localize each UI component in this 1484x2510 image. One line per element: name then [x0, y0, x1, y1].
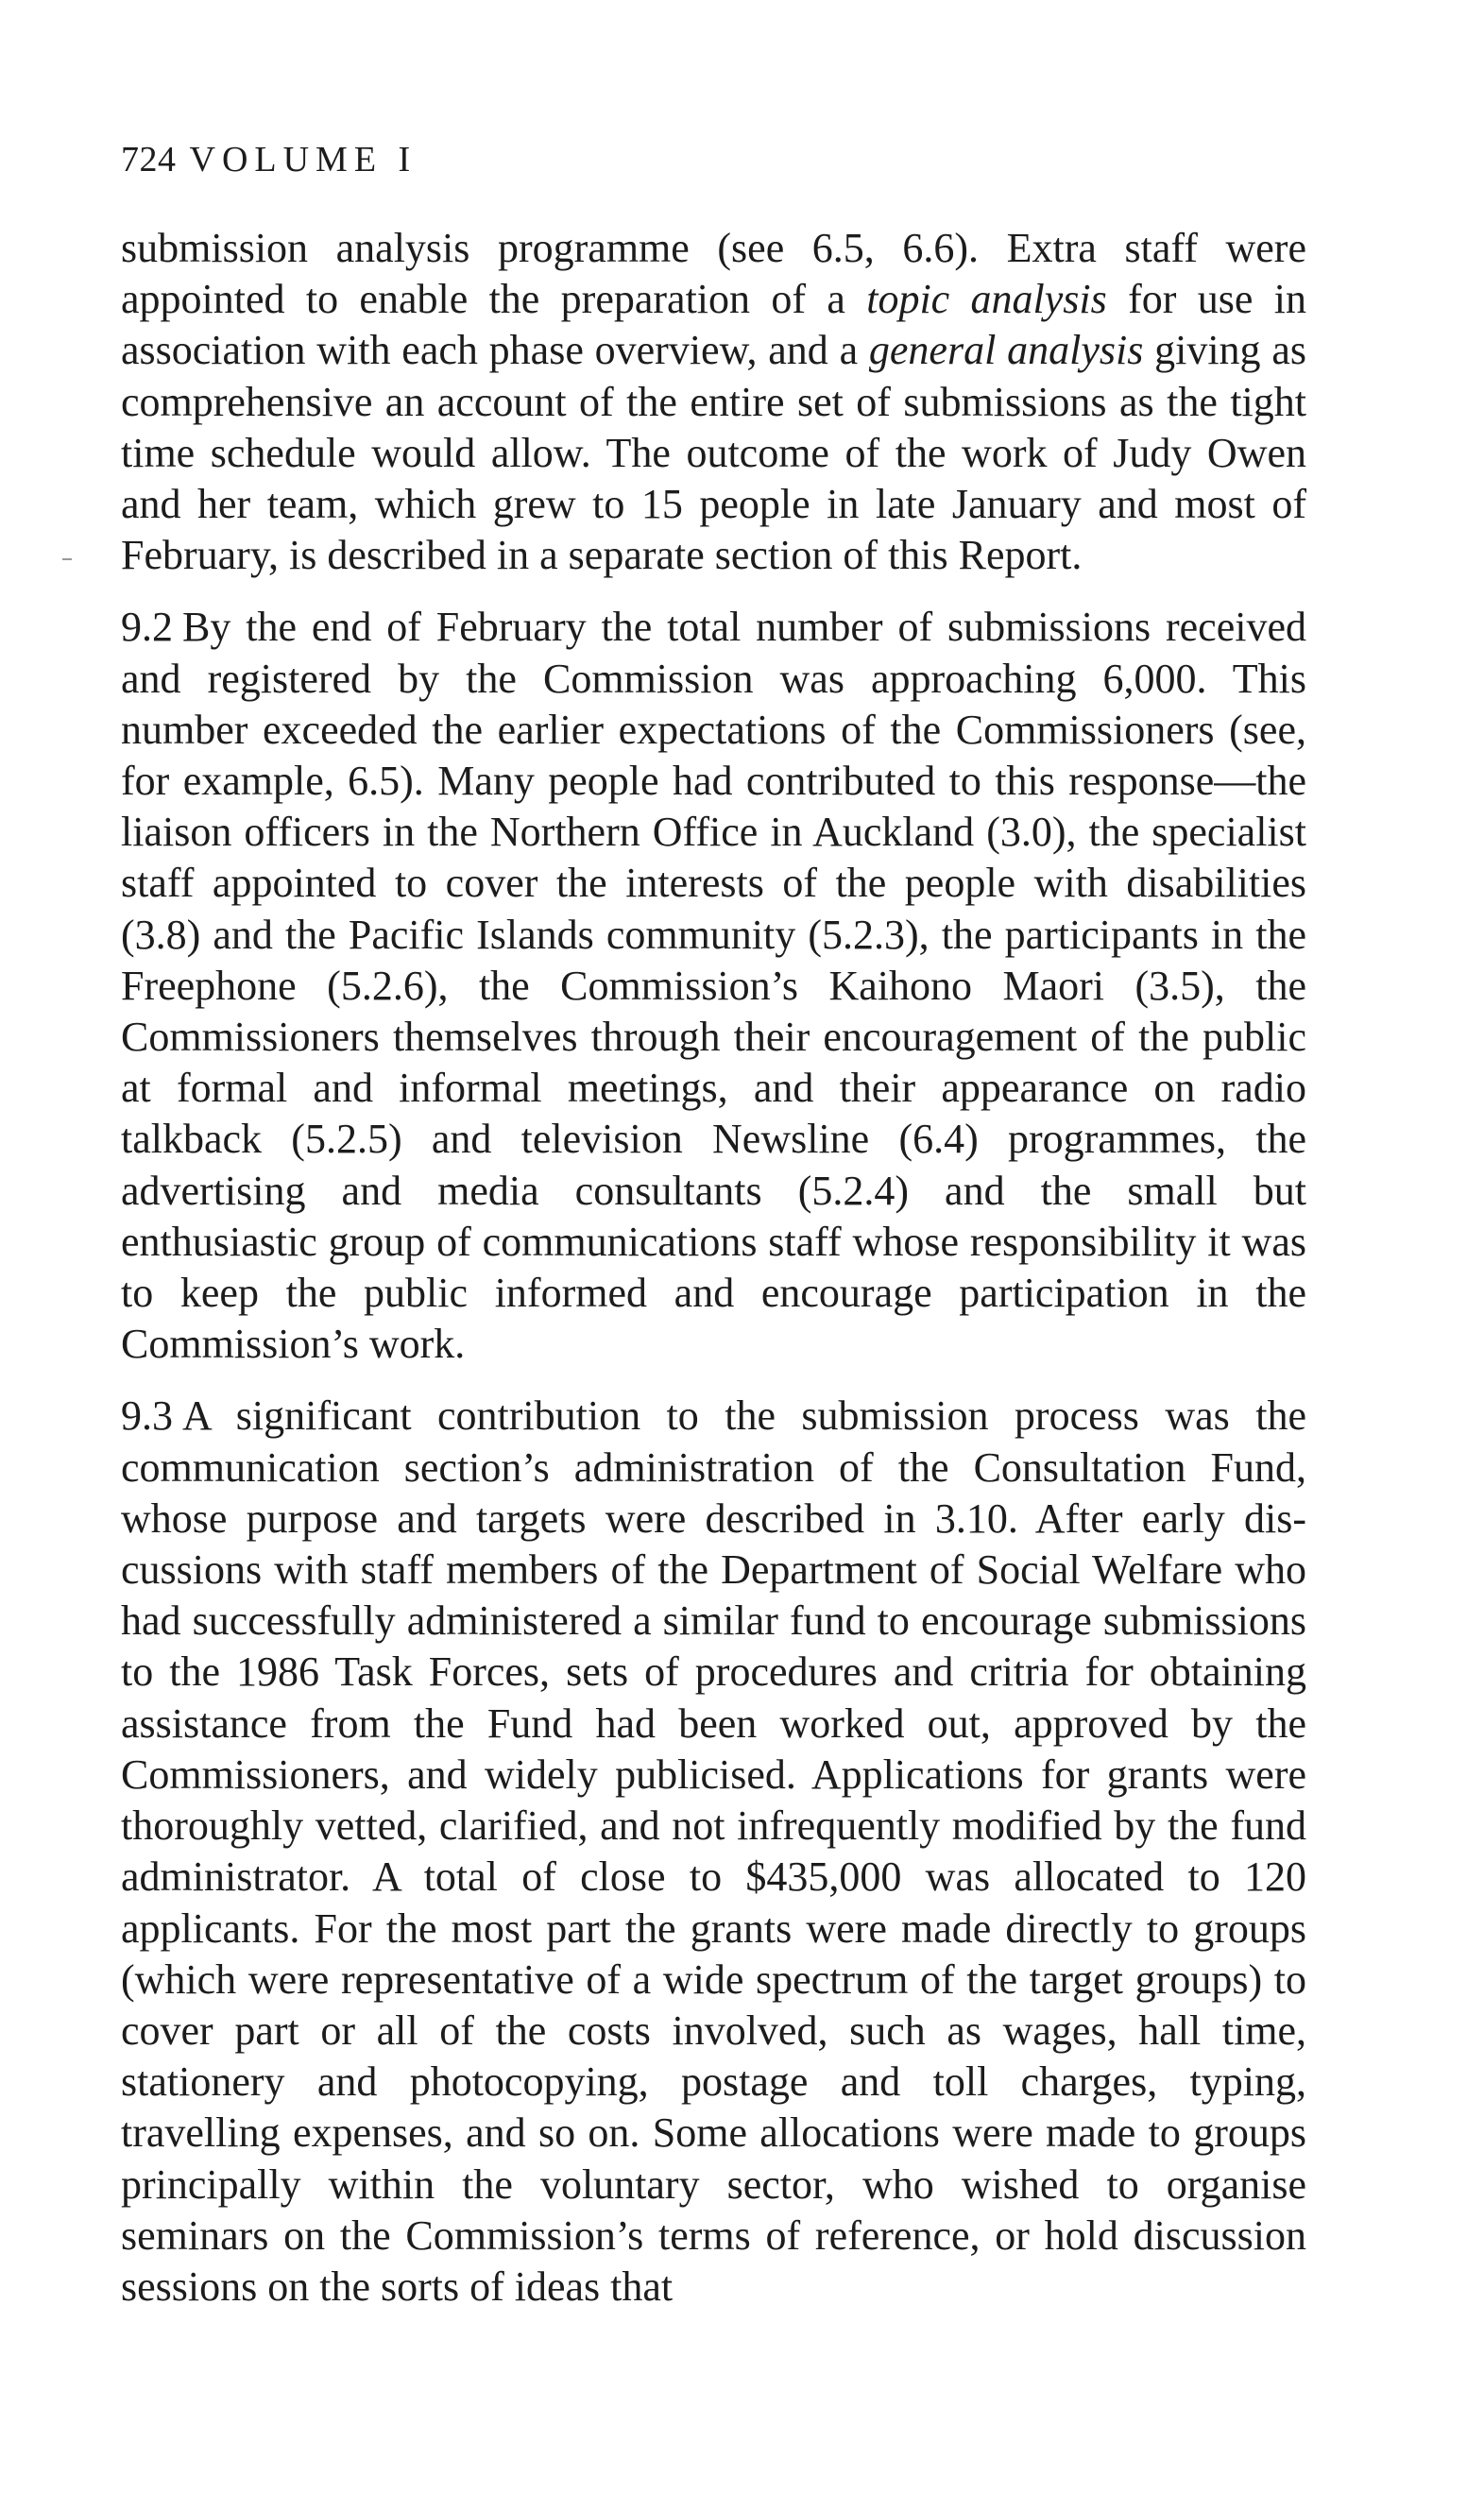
emphasis-general-analysis: general analysis	[868, 327, 1144, 374]
emphasis-topic-analysis: topic analysis	[866, 276, 1107, 323]
paragraph-text-part: submission analysis programme (see 6.5, 6.6). Extra staff were appointed to enable the preparation of a	[121, 225, 1306, 323]
paragraph-number: 9.2	[121, 604, 173, 651]
paragraph-text-part: giving as comprehensive an account of the entire set of submissions as the tight time schedule would allow. The outcome of the work of Judy Owen and her team, which grew to 15 people in late January and most of February, is described in a separate section of this Report.	[121, 327, 1306, 579]
margin-mark	[62, 558, 72, 560]
paragraph-9-2	[121, 602, 1306, 1370]
paragraph-text: A significant contribution to the submission process was the communication section’s administration of the Consultation Fund, whose purpose and targets were described in 3.10. After early discussions with staff members of the Department of Social Welfare who had successfully administered a similar fund to encourage submissions to the 1986 Task Forces, sets of procedures and critria for obtaining assistance from the Fund had been worked out, approved by the Commissioners, and widely publicised. Applications for grants were thoroughly vetted, clarified, and not infrequently modified by the fund administrator. A total of close to $435,000 was allocated to 120 applicants. For the most part the grants were made directly to groups (which were representative of a wide spectrum of the target groups) to cover part or all of the costs involved, such as wages, hall time, stationery and photocopying, postage and toll charges, typing, travelling expenses, and so on. Some allocations were made to groups principally within the voluntary sector, who wished to organise seminars on the Commission’s terms of reference, or hold discussion sessions on the sorts of ideas that	[121, 1392, 1306, 2310]
body-text	[121, 223, 1306, 2333]
paragraph-text-part: for use in association with each phase overview, and a	[121, 276, 1306, 374]
volume-label: VOLUME I	[189, 140, 418, 179]
paragraph-number: 9.3	[121, 1392, 173, 1440]
paragraph-continued	[121, 223, 1306, 581]
paragraph-9-3	[121, 1391, 1306, 2313]
page-number: 724	[121, 140, 177, 179]
running-head	[121, 142, 417, 178]
paragraph-text: By the end of February the total number of submissions received and registered by the Commission was approaching 6,000. This number exceeded the earlier expectations of the Commissioners (see, for example, 6.5). Many people had contributed to this response—the liaison officers in the Northern Office in Auckland (3.0), the specialist staff appointed to cover the interests of the people with disabilities (3.8) and the Pacific Islands community (5.2.3), the participants in the Freephone (5.2.6), the Commission’s Kaihono Maori (3.5), the Commissioners themselves through their encouragement of the public at formal and informal meetings, and their appearance on radio talkback (5.2.5) and television Newsline (6.4) programmes, the advertising and media consultants (5.2.4) and the small but enthusiastic group of communications staff whose responsibility it was to keep the public informed and encourage participation in the Commission’s work.	[121, 604, 1306, 1368]
